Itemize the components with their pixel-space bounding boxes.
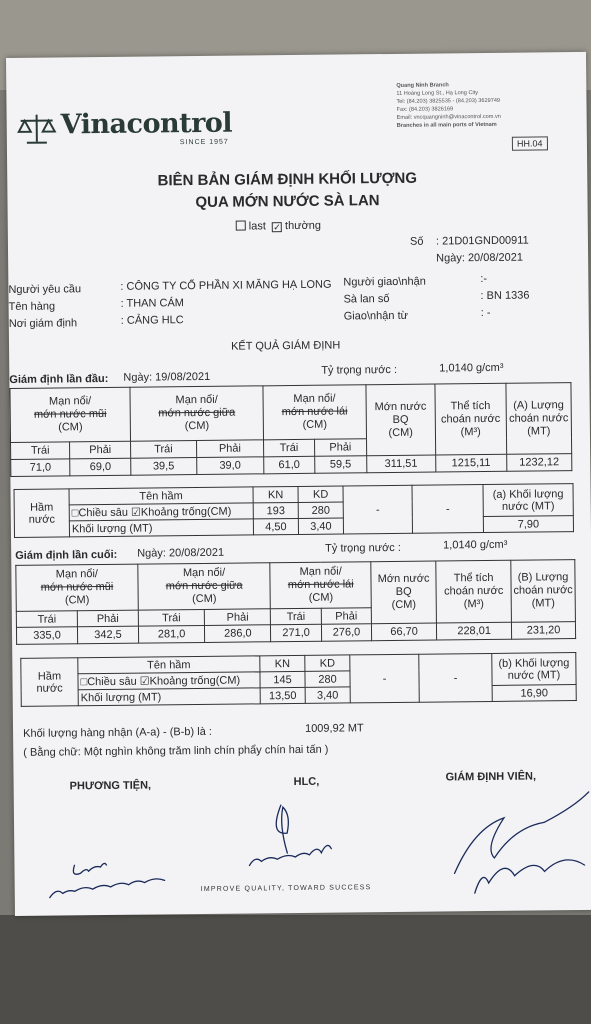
water-weight-b: 16,90 bbox=[492, 685, 576, 702]
branch-line: Email: vncquangninh@vinacontrol.com.vn bbox=[396, 113, 501, 121]
table-cell: 3,40 bbox=[305, 687, 350, 703]
net-weight-value: 1009,92 MT bbox=[304, 722, 364, 735]
depth-row-label: □Chiều sâu ☑Khoảng trống(CM) bbox=[69, 503, 253, 521]
branch-line: Quang Ninh Branch bbox=[396, 82, 449, 89]
first-inspection-date: Ngày: 19/08/2021 bbox=[123, 370, 211, 384]
table-cell: 69,0 bbox=[70, 458, 131, 476]
inspector-signature bbox=[434, 787, 591, 899]
table-cell: 276,0 bbox=[321, 624, 372, 642]
table-cell: 281,0 bbox=[138, 625, 204, 643]
location-value: : CẢNG HLC bbox=[120, 314, 184, 327]
goods-label: Tên hàng bbox=[8, 300, 56, 313]
table-cell: 3,40 bbox=[298, 518, 343, 534]
branch-line: 11 Hoàng Long St., Hạ Long City bbox=[396, 90, 479, 97]
type-options bbox=[236, 220, 321, 233]
table-cell: 71,0 bbox=[11, 459, 70, 477]
dash-cell: - bbox=[343, 485, 412, 534]
dash-cell: - bbox=[419, 653, 492, 702]
result-heading: KẾT QUẢ GIÁM ĐỊNH bbox=[230, 339, 341, 353]
col-right: Phải bbox=[77, 610, 138, 627]
table-cell: 286,0 bbox=[205, 625, 271, 643]
first-draft-table bbox=[9, 382, 572, 477]
depth-row-label: □Chiều sâu ☑Khoảng trống(CM) bbox=[78, 672, 260, 690]
logo-text: Vinacontrol bbox=[60, 107, 233, 141]
col-right: Phải bbox=[204, 609, 270, 626]
location-label: Nơi giám định bbox=[8, 317, 78, 330]
from-label: Giao\nhận từ bbox=[343, 309, 409, 323]
header-avg-draft: Mớn nước BQ (CM) bbox=[371, 561, 437, 624]
requester-label: Người yêu cầu bbox=[8, 283, 82, 296]
barge-label: Sà lan số bbox=[343, 292, 390, 306]
col-left: Trái bbox=[11, 442, 70, 460]
sign-hlc-label: HLC, bbox=[293, 775, 320, 789]
header-mid: Mạn nổi/ mớn nước giữa (CM) bbox=[138, 563, 271, 610]
col-left: Trái bbox=[16, 611, 77, 628]
header-mid: Mạn nổi/ mớn nước giữa (CM) bbox=[130, 386, 264, 441]
table-cell: 271,0 bbox=[271, 624, 322, 642]
last-draft-table bbox=[15, 559, 576, 645]
kd-header: KD bbox=[298, 486, 343, 502]
header-volume: Thể tích choán nước (M³) bbox=[435, 383, 507, 455]
col-left: Trái bbox=[271, 608, 322, 625]
table-cell: 193 bbox=[253, 502, 298, 518]
doc-date: Ngày: 20/08/2021 bbox=[436, 251, 524, 265]
table-cell: 342,5 bbox=[77, 626, 138, 644]
table-cell: 228,01 bbox=[437, 622, 512, 640]
header-displacement-b: (B) Lượng choán nước (MT) bbox=[511, 560, 576, 623]
kn-header: KN bbox=[253, 486, 298, 502]
tank-name-header: Tên hầm bbox=[69, 487, 253, 505]
header-displacement-a: (A) Lượng choán nước (MT) bbox=[506, 383, 572, 455]
document-page bbox=[6, 52, 591, 916]
water-weight-header-b: (b) Khối lượng nước (MT) bbox=[492, 653, 576, 686]
tank-label: Hầm nước bbox=[14, 489, 69, 538]
last-inspection-label: Giám định lần cuối: bbox=[15, 548, 118, 562]
header-bow: Mạn nổi/ mớn nước mũi (CM) bbox=[10, 387, 131, 442]
table-cell: 1215,11 bbox=[435, 454, 506, 472]
table-cell: 145 bbox=[260, 671, 305, 687]
table-cell: 4,50 bbox=[253, 518, 298, 534]
branch-line: Branches in all main ports of Vietnam bbox=[396, 121, 497, 129]
branch-info bbox=[396, 80, 581, 130]
table-cell: 1232,12 bbox=[506, 454, 571, 472]
logo-since: SINCE 1957 bbox=[179, 138, 229, 147]
form-code: HH.04 bbox=[512, 136, 548, 150]
last-density-value: 1,0140 g/cm³ bbox=[443, 538, 508, 552]
option-thuong-label: thường bbox=[284, 219, 322, 233]
table-cell: 335,0 bbox=[16, 627, 77, 645]
amount-in-words: ( Bằng chữ: Một nghìn không trăm linh chín phẩy chín hai tấn ) bbox=[23, 743, 329, 759]
sign-vessel-label: PHƯƠNG TIỆN, bbox=[69, 779, 152, 793]
dash-cell: - bbox=[412, 485, 483, 534]
branch-line: Tel: (84.203) 3825535 - (84.203) 3629749 bbox=[396, 97, 501, 105]
col-right: Phải bbox=[70, 441, 131, 459]
water-weight-a: 7,90 bbox=[483, 516, 573, 533]
first-inspection-label: Giám định lần đầu: bbox=[9, 372, 109, 386]
weight-row-label: Khối lượng (MT) bbox=[78, 688, 260, 706]
kd-header: KD bbox=[305, 655, 350, 671]
from-value: : - bbox=[480, 306, 491, 320]
col-right: Phải bbox=[314, 439, 366, 457]
table-cell: 231,20 bbox=[512, 622, 576, 640]
weight-row-label: Khối lượng (MT) bbox=[69, 519, 253, 537]
table-cell: 280 bbox=[298, 502, 343, 518]
water-weight-header-a: (a) Khối lượng nước (MT) bbox=[483, 484, 573, 517]
doc-number-label: Số bbox=[409, 235, 424, 248]
tank-name-header: Tên hầm bbox=[78, 656, 260, 674]
header-volume: Thể tích choán nước (M³) bbox=[436, 560, 512, 623]
branch-line: Fax: (84.203) 3826169 bbox=[396, 106, 454, 113]
background-bottom bbox=[0, 915, 591, 1024]
last-inspection-date: Ngày: 20/08/2021 bbox=[137, 546, 225, 560]
net-weight-label: Khối lượng hàng nhận (A-a) - (B-b) là : bbox=[23, 725, 212, 740]
table-cell: 280 bbox=[305, 671, 350, 687]
table-cell: 311,51 bbox=[366, 455, 435, 473]
document-title-line2: QUA MỚN NƯỚC SÀ LAN bbox=[195, 192, 380, 212]
document-title-line1: BIÊN BẢN GIÁM ĐỊNH KHỐI LƯỢNG bbox=[157, 169, 418, 190]
dash-cell: - bbox=[350, 654, 419, 703]
kn-header: KN bbox=[260, 655, 305, 671]
checkbox-last[interactable] bbox=[236, 220, 246, 230]
table-cell: 61,0 bbox=[264, 456, 315, 474]
table-cell: 39,0 bbox=[196, 457, 264, 475]
col-right: Phải bbox=[321, 608, 372, 625]
tank-label: Hầm nước bbox=[21, 658, 78, 707]
goods-value: : THAN CÁM bbox=[120, 297, 184, 310]
sign-inspector-label: GIÁM ĐỊNH VIÊN, bbox=[445, 770, 537, 784]
table-cell: 13,50 bbox=[260, 687, 305, 703]
vessel-signature bbox=[44, 846, 175, 907]
col-right: Phải bbox=[196, 440, 264, 458]
scale-icon bbox=[17, 111, 57, 147]
first-tank-table bbox=[14, 483, 574, 538]
hlc-signature bbox=[239, 794, 360, 875]
header-stern: Mạn nổi/ mớn nước lái (CM) bbox=[270, 562, 371, 609]
header-avg-draft: Mớn nước BQ (CM) bbox=[366, 384, 436, 456]
header-stern: Mạn nổi/ mớn nước lái (CM) bbox=[263, 385, 366, 440]
col-left: Trái bbox=[131, 441, 197, 459]
deliverer-value: :- bbox=[480, 272, 488, 286]
table-cell: 66,70 bbox=[372, 623, 437, 641]
checkbox-thuong-checked[interactable]: ✓ bbox=[273, 222, 281, 233]
last-tank-table bbox=[20, 652, 576, 707]
option-last-label: last bbox=[248, 220, 266, 233]
slogan: IMPROVE QUALITY, TOWARD SUCCESS bbox=[200, 884, 372, 894]
doc-number: : 21D01GND00911 bbox=[435, 234, 529, 248]
table-cell: 39,5 bbox=[131, 458, 197, 476]
table-cell: 59,5 bbox=[314, 456, 366, 474]
first-density-value: 1,0140 g/cm³ bbox=[439, 361, 504, 375]
deliverer-label: Người giao\nhận bbox=[343, 275, 426, 289]
header-bow: Mạn nổi/ mớn nước mũi (CM) bbox=[16, 564, 138, 611]
requester-value: : CÔNG TY CỔ PHẦN XI MĂNG HẠ LONG bbox=[120, 278, 332, 293]
first-density-label: Tỷ trọng nước : bbox=[321, 363, 398, 377]
col-left: Trái bbox=[138, 609, 204, 626]
col-left: Trái bbox=[264, 439, 315, 457]
last-density-label: Tỷ trọng nước : bbox=[325, 541, 401, 555]
company-logo bbox=[15, 108, 245, 152]
barge-value: : BN 1336 bbox=[480, 289, 530, 303]
